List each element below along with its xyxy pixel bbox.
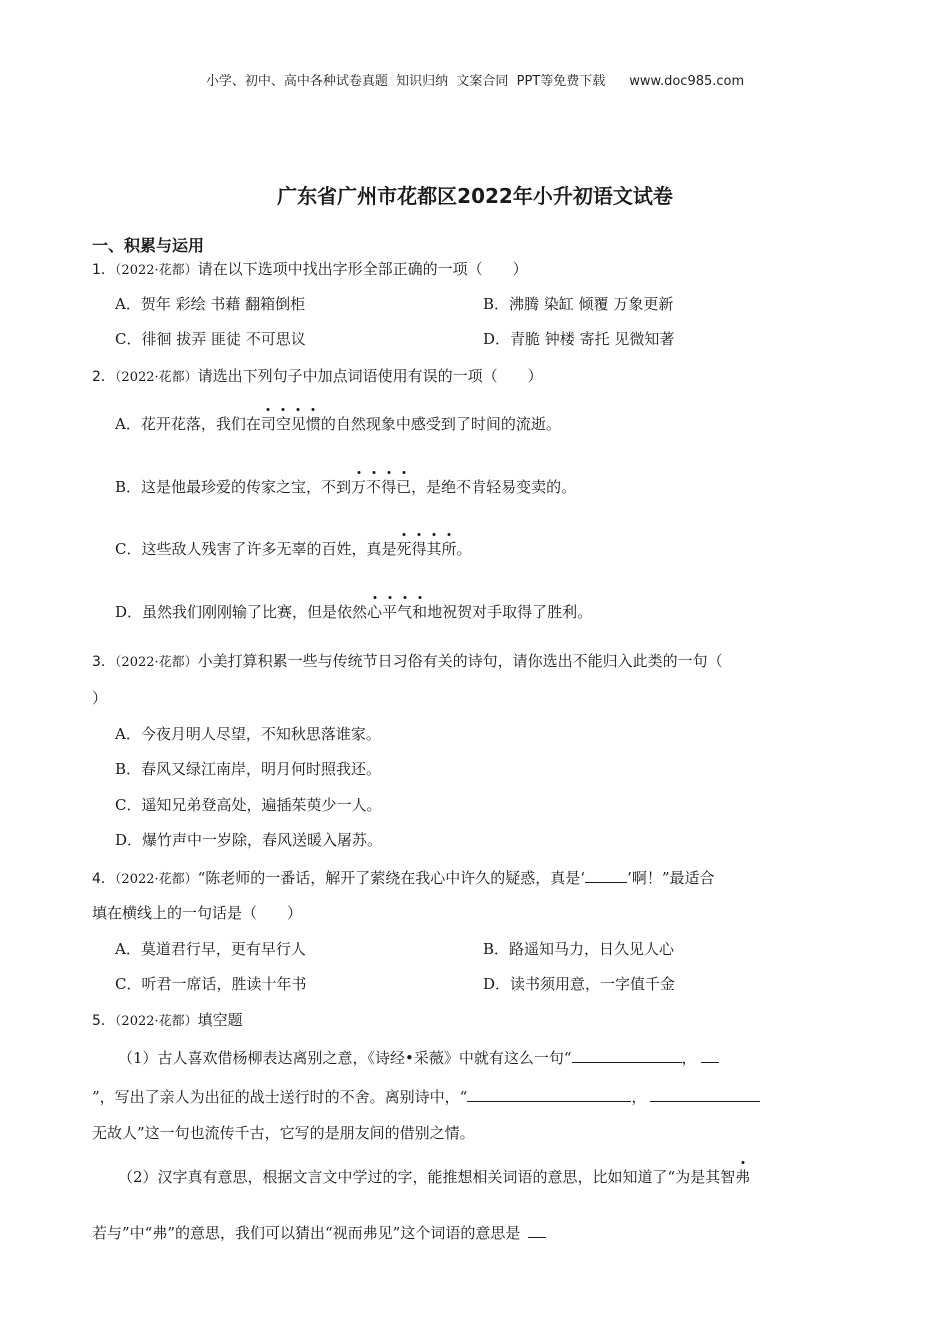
question-5	[92, 1010, 243, 1032]
header-url[interactable]: www.doc985.com	[629, 74, 745, 89]
q4-option-d[interactable]: D．读书须用意，一字值千金	[483, 975, 676, 993]
dotted-char: 弗	[735, 1168, 751, 1186]
question-text: 请选出下列句子中加点词语使用有误的一项（ ）	[197, 367, 543, 385]
question-source: （2022·花都）	[114, 263, 198, 278]
option-text: 的自然现象中感受到了时间的流逝。	[320, 415, 561, 433]
q2-option-a[interactable]	[115, 414, 561, 434]
question-3	[92, 651, 723, 673]
option-text: 地祝贺对手取得了胜利。	[427, 603, 593, 621]
dotted-char: 得	[381, 478, 397, 496]
question-text: （2）汉字真有意思，根据文言文中学过的字，能推想相关词语的意思，比如知道了“为是其智	[118, 1168, 736, 1186]
question-text: ’啊！”最适合	[627, 869, 715, 887]
page-header	[0, 70, 950, 89]
question-number: 5．	[92, 1013, 115, 1029]
question-source: （2022·花都）	[114, 872, 198, 887]
option-text: D．虽然我们刚刚输了比赛，但是依然	[115, 603, 368, 621]
question-text: ，	[681, 1049, 697, 1067]
dotted-char: 已	[396, 478, 412, 496]
dotted-char: 得	[411, 540, 427, 558]
answer-blank[interactable]	[467, 1085, 631, 1102]
q5-part1-line2	[92, 1085, 760, 1107]
question-text: 若与”中“弗”的意思，我们可以猜出“视而弗见”这个词语的意思是	[92, 1224, 521, 1242]
answer-blank[interactable]	[572, 1046, 682, 1063]
dotted-char: 和	[412, 603, 428, 621]
question-text: ”，写出了亲人为出征的战士送行时的不舍。离别诗中，“	[92, 1088, 468, 1106]
header-text: 小学、初中、高中各种试卷真题 知识归纳 文案合同 PPT等免费下载	[205, 74, 606, 89]
option-text: ，是绝不肯轻易变卖的。	[411, 478, 577, 496]
q2-option-d[interactable]	[115, 602, 592, 622]
option-text: 。	[456, 540, 472, 558]
question-2	[92, 366, 543, 388]
dotted-char: 见	[290, 415, 306, 433]
dotted-char: 平	[382, 603, 398, 621]
question-source: （2022·花都）	[114, 655, 198, 670]
question-4-cont: 填在横线上的一句话是（ ）	[92, 904, 303, 922]
q1-option-a[interactable]: A．贺年 彩绘 书藉 翻箱倒柜	[115, 295, 306, 313]
question-text: “陈老师的一番话，解开了萦绕在我心中许久的疑惑，真是‘	[197, 869, 586, 887]
q4-option-b[interactable]: B．路遥知马力，日久见人心	[483, 940, 675, 958]
question-source: （2022·花都）	[114, 370, 198, 385]
answer-blank[interactable]	[650, 1085, 760, 1102]
q1-option-d[interactable]: D．青脆 钟楼 寄托 见微知著	[483, 330, 675, 348]
q1-option-b[interactable]: B．沸腾 染缸 倾覆 万象更新	[483, 295, 674, 313]
q3-option-d[interactable]: D．爆竹声中一岁除，春风送暖入屠苏。	[115, 831, 383, 849]
question-4	[92, 866, 715, 890]
answer-blank[interactable]	[528, 1221, 546, 1238]
question-text: （1）古人喜欢借杨柳表达离别之意，《诗经•采薇》中就有这么一句“	[118, 1049, 572, 1067]
answer-blank[interactable]	[701, 1046, 719, 1063]
question-text: 请在以下选项中找出字形全部正确的一项（ ）	[197, 260, 528, 278]
q4-option-a[interactable]: A．莫道君行早，更有早行人	[115, 940, 306, 958]
section-heading: 一、积累与运用	[92, 236, 205, 255]
q5-part2-line2	[92, 1221, 546, 1243]
option-text: A．花开花落，我们在	[115, 415, 261, 433]
question-number: 2．	[92, 369, 115, 385]
question-1	[92, 259, 528, 281]
q5-part1-line1	[118, 1046, 719, 1068]
question-text: 填空题	[197, 1011, 243, 1029]
question-text: 小美打算积累一些与传统节日习俗有关的诗句，请你选出不能归入此类的一句（	[197, 652, 723, 670]
q2-option-c[interactable]	[115, 539, 472, 559]
q3-option-a[interactable]: A．今夜月明人尽望，不知秋思落谁家。	[115, 725, 381, 743]
question-source: （2022·花都）	[114, 1014, 198, 1029]
q4-option-c[interactable]: C．听君一席话，胜读十年书	[115, 975, 307, 993]
dotted-char: 不	[366, 478, 382, 496]
question-3-cont: ）	[92, 689, 108, 707]
dotted-char: 司	[260, 415, 276, 433]
page-title: 广东省广州市花都区2022年小升初语文试卷	[277, 184, 673, 208]
dotted-char: 气	[397, 603, 413, 621]
dotted-char: 空	[275, 415, 291, 433]
q5-part2-line1	[118, 1167, 750, 1187]
answer-blank[interactable]	[585, 866, 627, 883]
option-text: C．这些敌人残害了许多无辜的百姓，真是	[115, 540, 397, 558]
dotted-char: 万	[351, 478, 367, 496]
dotted-char: 死	[396, 540, 412, 558]
dotted-char: 惯	[305, 415, 321, 433]
q1-option-c[interactable]: C．徘徊 拔弄 匪徒 不可思议	[115, 330, 306, 348]
question-number: 1．	[92, 262, 115, 278]
q3-option-c[interactable]: C．遥知兄弟登高处，遍插茱萸少一人。	[115, 796, 382, 814]
question-text: ，	[631, 1088, 647, 1106]
question-number: 4．	[92, 871, 115, 887]
dotted-char: 其	[426, 540, 442, 558]
dotted-char: 心	[367, 603, 383, 621]
question-number: 3．	[92, 654, 115, 670]
dotted-char: 所	[441, 540, 457, 558]
q3-option-b[interactable]: B．春风又绿江南岸，明月何时照我还。	[115, 760, 382, 778]
option-text: B．这是他最珍爱的传家之宝，不到	[115, 478, 352, 496]
q5-part1-line3: 无故人”这一句也流传千古，它写的是朋友间的借别之情。	[92, 1124, 475, 1142]
q2-option-b[interactable]	[115, 477, 576, 497]
